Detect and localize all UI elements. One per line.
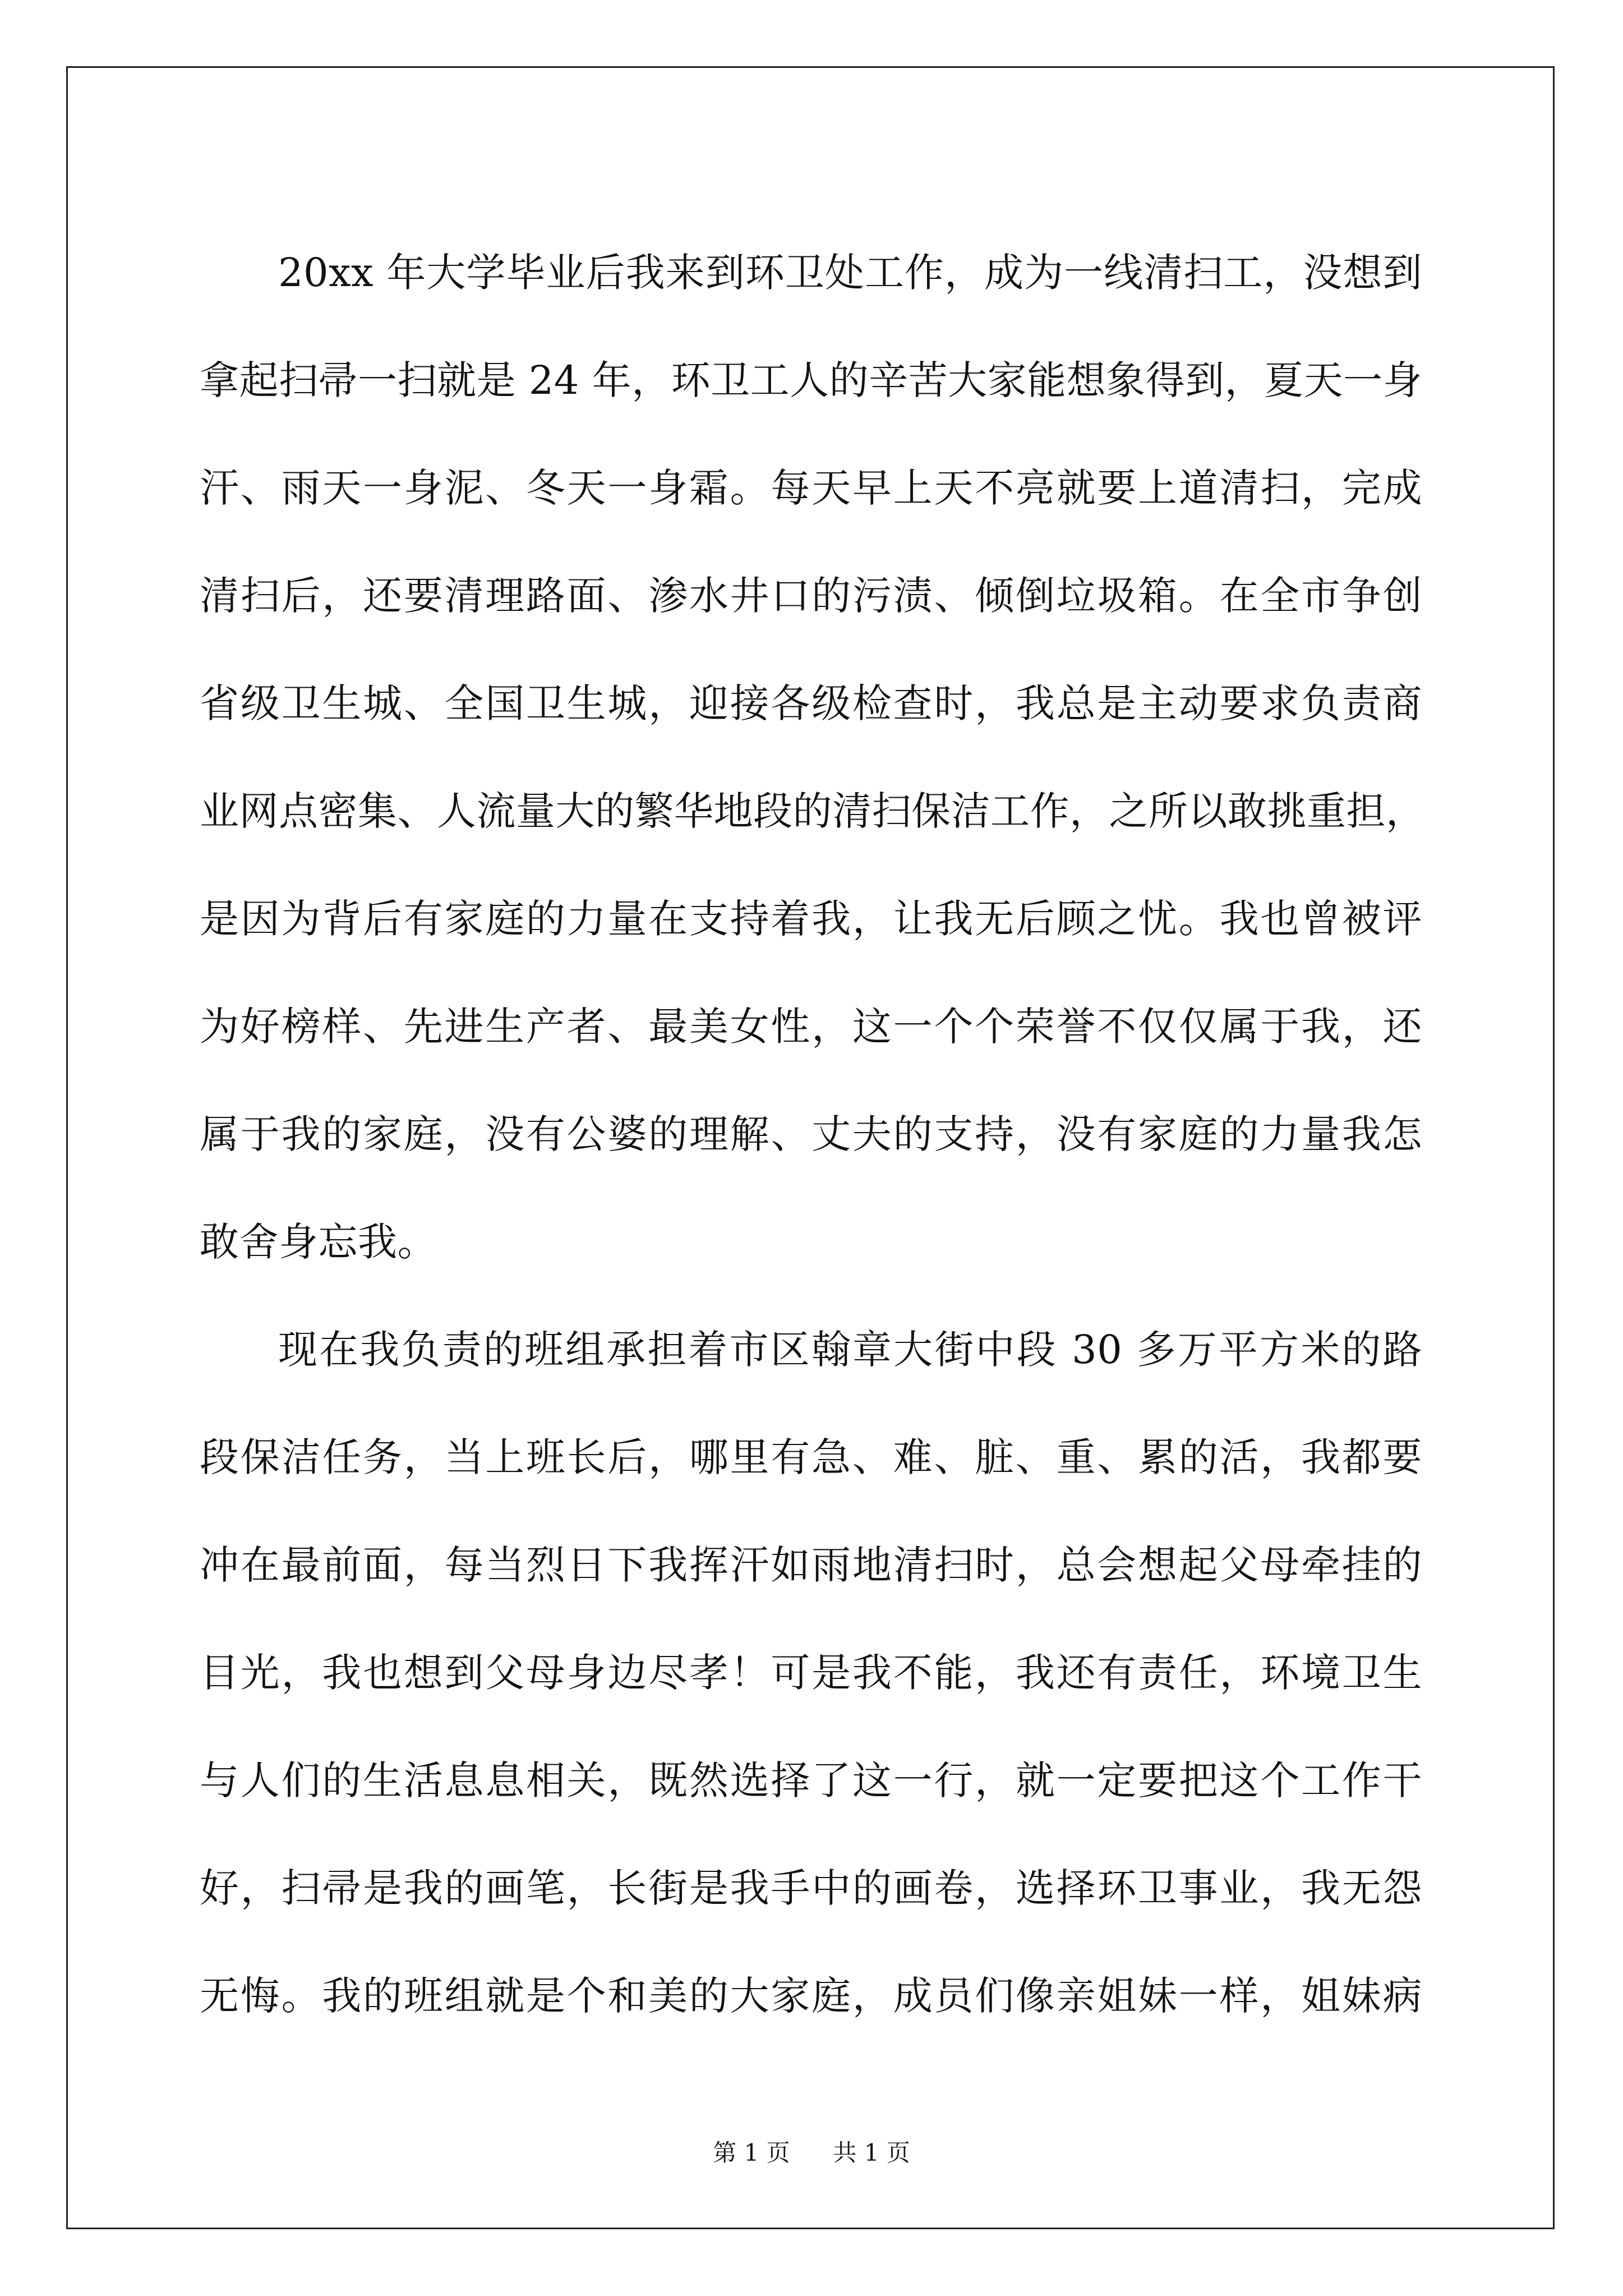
paragraph-1-line-6: 业网点密集、人流量大的繁华地段的清扫保洁工作，之所以敢挑重担， (200, 788, 1426, 834)
paragraph-2-line-7: 无悔。我的班组就是个和美的大家庭，成员们像亲姐妹一样，姐妹病 (200, 1973, 1422, 2019)
paragraph-1-line-7: 是因为背后有家庭的力量在支持着我，让我无后顾之忧。我也曾被评 (200, 896, 1422, 942)
paragraph-1-line-5: 省级卫生城、全国卫生城，迎接各级检查时，我总是主动要求负责商 (200, 680, 1422, 726)
paragraph-1-line-1: 20xx 年大学毕业后我来到环卫处工作，成为一线清扫工，没想到 (278, 250, 1422, 296)
paragraph-2-line-1: 现在我负责的班组承担着市区翰章大街中段 30 多万平方米的路 (278, 1327, 1422, 1373)
paragraph-1-line-9: 属于我的家庭，没有公婆的理解、丈夫的支持，没有家庭的力量我怎 (200, 1111, 1422, 1157)
paragraph-2-line-2: 段保洁任务，当上班长后，哪里有急、难、脏、重、累的活，我都要 (200, 1434, 1422, 1480)
paragraph-1-line-3: 汗、雨天一身泥、冬天一身霜。每天早上天不亮就要上道清扫，完成 (200, 465, 1422, 511)
paragraph-2-line-5: 与人们的生活息息相关，既然选择了这一行，就一定要把这个工作干 (200, 1757, 1422, 1803)
paragraph-2-line-3: 冲在最前面，每当烈日下我挥汗如雨地清扫时，总会想起父母牵挂的 (200, 1542, 1422, 1588)
paragraph-1-line-8: 为好榜样、先进生产者、最美女性，这一个个荣誉不仅仅属于我，还 (200, 1004, 1422, 1050)
paragraph-1-line-4: 清扫后，还要清理路面、渗水井口的污渍、倾倒垃圾箱。在全市争创 (200, 573, 1422, 619)
paragraph-1-line-2: 拿起扫帚一扫就是 24 年，环卫工人的辛苦大家能想象得到，夏天一身 (200, 357, 1423, 403)
paragraph-2-line-6: 好，扫帚是我的画笔，长街是我手中的画卷，选择环卫事业，我无怨 (200, 1865, 1422, 1911)
page-total: 共 1 页 (833, 2139, 910, 2166)
document-body (200, 219, 1426, 2050)
paragraph-1-line-10: 敢舍身忘我。 (200, 1219, 437, 1265)
paragraph-2-line-4: 目光，我也想到父母身边尽孝！可是我不能，我还有责任，环境卫生 (200, 1650, 1422, 1696)
page-footer (0, 2136, 1623, 2170)
page-number: 第 1 页 (713, 2139, 790, 2166)
